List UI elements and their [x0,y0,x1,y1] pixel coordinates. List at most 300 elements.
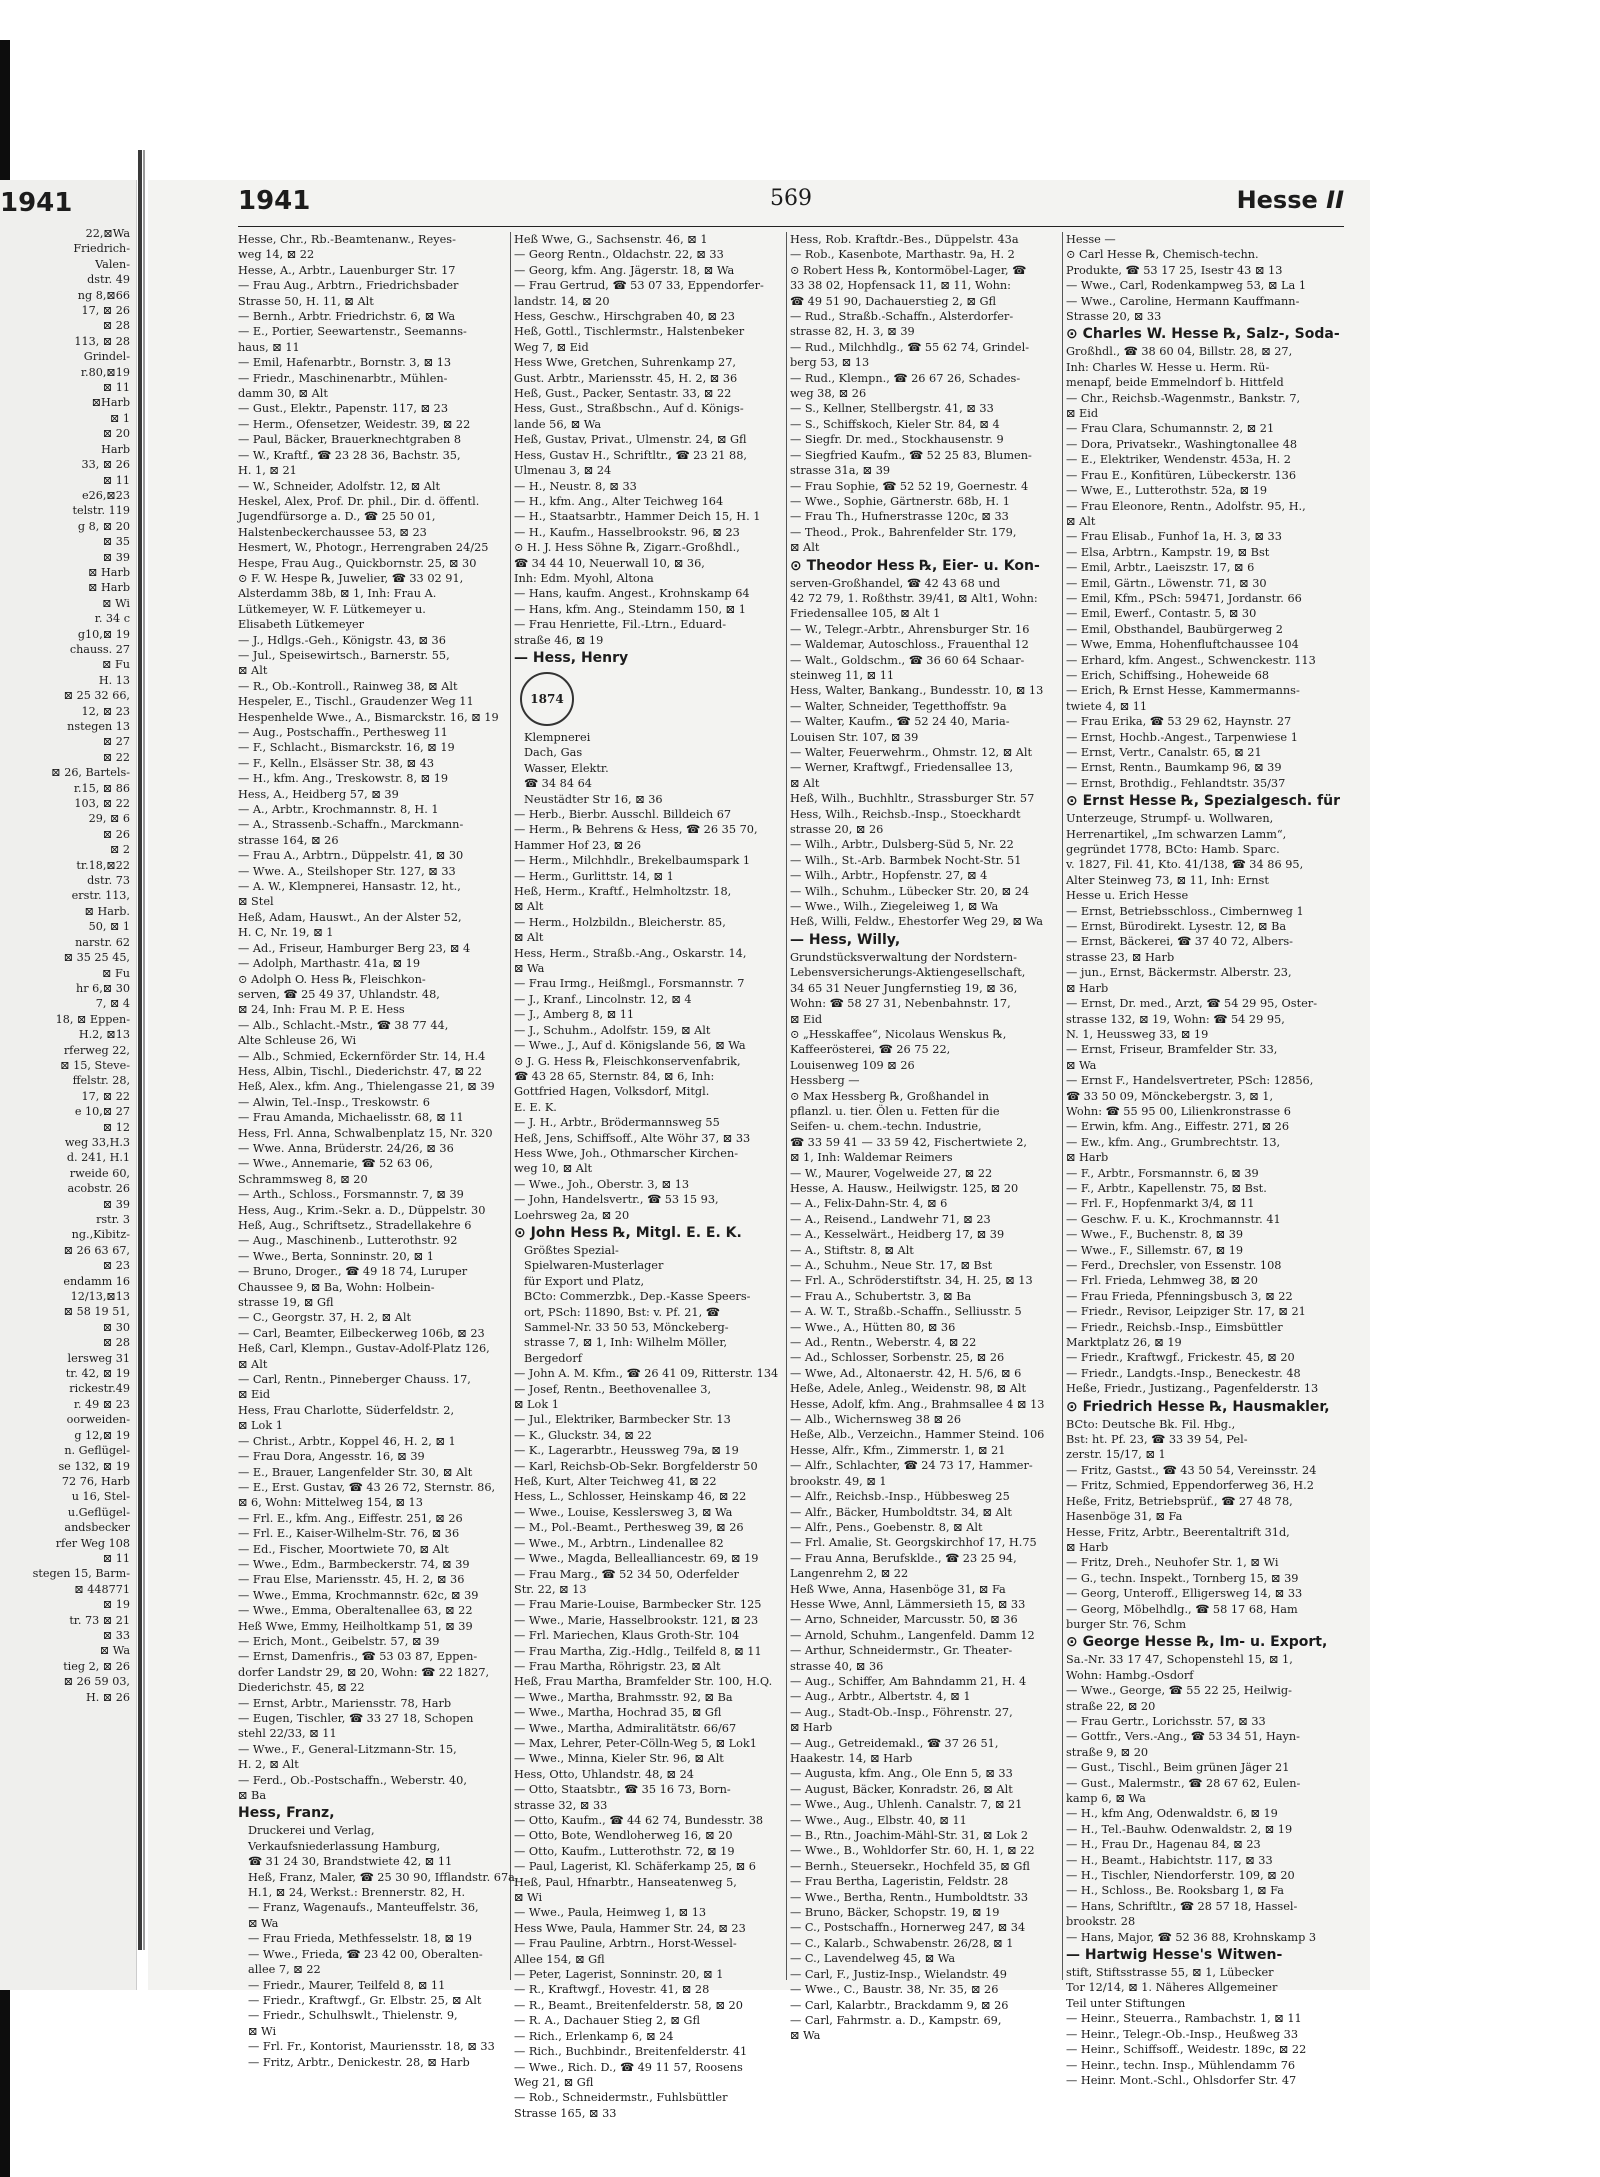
directory-entry-line: Wohn: ☎ 55 95 00, Lilienkronstrasse 6 [1066,1104,1291,1118]
entry-list [790,950,1058,2044]
left-page-fragment-line: 18, ⊠ Eppen- [55,1012,130,1026]
directory-entry-line: — Georg Rentn., Oldachstr. 22, ⊠ 33 [514,248,724,262]
directory-entry-line: — Rob., Kasenbote, Marthastr. 9a, H. 2 [790,248,1015,262]
directory-entry-line: Friedensallee 105, ⊠ Alt 1 [790,607,941,621]
directory-entry-line: weg 38, ⊠ 26 [790,387,867,401]
directory-entry-line: twiete 4, ⊠ 11 [1066,699,1148,713]
directory-entry-line: — Ferd., Drechsler, von Essenstr. 108 [1066,1259,1282,1272]
left-page-fragment-line: telstr. 119 [72,504,130,518]
directory-entry-line: Jugendfürsorge a. D., ☎ 25 50 01, [238,510,436,524]
directory-entry-line: — A., Kesselwärt., Heidberg 17, ⊠ 39 [790,1228,1005,1242]
directory-entry-line: — Frau Eleonore, Rentn., Adolfstr. 95, H., [1066,499,1306,513]
entry-list [1066,811,1334,1396]
directory-entry-line: — Otto, Bote, Wendloherweg 16, ⊠ 20 [514,1829,733,1843]
directory-entry-line: — K., Gluckstr. 34, ⊠ 22 [514,1428,652,1442]
directory-entry-line: — Wwe., Aug., Uhlenh. Canalstr. 7, ⊠ 21 [790,1798,1023,1812]
directory-entry-line: — Walter, Kaufm., ☎ 52 24 40, Maria- [790,715,1010,729]
directory-entry-line: ☎ 49 51 90, Dachauerstieg 2, ⊠ Gfl [790,294,997,308]
directory-entry-line: — Frau Amanda, Michaelisstr. 68, ⊠ 11 [238,1111,464,1125]
directory-entry-line: ⊠ Wi [248,2024,277,2038]
directory-entry-line: — Carl, Fahrmstr. a. D., Kampstr. 69, [790,2013,1002,2027]
directory-entry-line: — A. W. T., Straßb.-Schaffn., Selliusstr. 5 [790,1305,1022,1319]
directory-entry-line: N. 1, Heussweg 33, ⊠ 19 [1066,1027,1209,1041]
left-page-fragment-line: ⊠ Wi [102,596,130,610]
directory-entry-line: — Otto, Kaufm., ☎ 44 62 74, Bundesstr. 38 [514,1814,764,1827]
directory-entry-line: — Wwe., Wilh., Ziegeleiweg 1, ⊠ Wa [790,900,999,914]
directory-entry-line: — Paul, Lagerist, Kl. Schäferkamp 25, ⊠ 6 [514,1860,756,1874]
directory-entry-line: — Wwe., J., Auf d. Königslande 56, ⊠ Wa [514,1039,746,1053]
left-page-fragment-line: Valen- [95,257,130,271]
directory-entry-line: — Aug., Maschinenb., Lutterothstr. 92 [238,1234,458,1248]
directory-entry-line: Druckerei und Verlag, [248,1824,375,1838]
directory-entry-line: — Herm., Holzbildn., Bleicherstr. 85, [514,915,726,929]
directory-entry-line: Hessberg — [790,1074,860,1088]
directory-entry-line: — Wwe, Emma, Hohenfluftchaussee 104 [1066,638,1299,652]
directory-page [148,180,1370,2120]
left-page-fragment-line: r. 49 ⊠ 23 [73,1397,130,1411]
directory-entry-line: Alte Schleuse 26, Wi [238,1034,357,1048]
directory-entry-line: ⊠ Eid [790,1012,823,1026]
directory-entry-line: Alter Steinweg 73, ⊠ 11, Inh: Ernst [1066,873,1269,887]
left-page-fragment-line: chauss. 27 [69,642,130,656]
directory-entry-line: — Hans, Major, ☎ 52 36 88, Krohnskamp 3 [1066,1930,1317,1944]
entry-heading-hess-willy: — Hess, Willy, [790,931,901,948]
directory-entry-line: — Ernst F., Handelsvertreter, PSch: 12856, [1066,1074,1314,1088]
directory-entry-line: Alsterdamm 38b, ⊠ 1, Inh: Frau A. [238,587,437,601]
directory-entry-line: — H., kfm. Ang., Treskowstr. 8, ⊠ 19 [238,772,449,786]
directory-entry-line: — Carl, Rentn., Pinneberger Chauss. 17, [238,1373,471,1387]
entry-list [1066,1965,1334,2088]
directory-entry-line: — Frau Frieda, Pfenningsbusch 3, ⊠ 22 [1066,1289,1293,1303]
directory-entry-line: allee 7, ⊠ 22 [248,1963,321,1977]
directory-entry-line: — Rich., Buchbindr., Breitenfelderstr. 41 [514,2045,748,2059]
directory-entry-line: gegründet 1778, BCto: Hamb. Sparc. [1066,843,1280,857]
left-page-fragment-line: rfer Weg 108 [55,1536,130,1550]
logo-block [514,668,782,730]
directory-entry-line: Herrenartikel, „Im schwarzen Lamm“, [1066,827,1287,841]
directory-entry-line: — Ferd., Ob.-Postschaffn., Weberstr. 40, [238,1773,467,1787]
left-page-fragment-line: ⊠ 25 32 66, [63,689,130,703]
directory-entry-line: ⊠ Harb [1066,1151,1109,1165]
directory-entry-line: BCto: Commerzbk., Dep.-Kasse Speers- [524,1290,751,1304]
directory-entry-line: — Wwe., A., Hütten 80, ⊠ 36 [790,1320,956,1334]
directory-entry-line: steinweg 11, ⊠ 11 [790,668,895,682]
directory-entry-line: strasse 20, ⊠ 26 [790,823,884,837]
directory-entry-line: — Frau Marie-Louise, Barmbecker Str. 125 [514,1598,762,1612]
directory-entry-line: — H., Staatsarbtr., Hammer Deich 15, H. 1 [514,510,761,524]
directory-entry-line: Hess, Albin, Tischl., Diederichstr. 47, ⊠ 22 [238,1064,482,1078]
directory-entry-line: — W., Telegr.-Arbtr., Ahrensburger Str. 16 [790,622,1030,636]
directory-entry-line: — Ernst, Dr. med., Arzt, ☎ 54 29 95, Oster- [1066,997,1318,1011]
directory-entry-line: — Walter, Schneider, Tegetthoffstr. 9a [790,699,1007,713]
directory-entry-line: — Arno, Schneider, Marcusstr. 50, ⊠ 36 [790,1613,1018,1627]
directory-entry-line: — Wilh., Schuhm., Lübecker Str. 20, ⊠ 24 [790,884,1030,898]
directory-columns [238,232,1344,2120]
directory-entry-line: — Gust., Malermstr., ☎ 28 67 62, Eulen- [1066,1776,1301,1790]
directory-entry-line: — Frau Sophie, ☎ 52 52 19, Goernestr. 4 [790,479,1029,493]
directory-entry-line: brookstr. 28 [1066,1915,1136,1929]
directory-entry-line: — Alfr., Schlachter, ☎ 24 73 17, Hammer- [790,1459,1033,1473]
left-page-fragment-line: rweide 60, [69,1166,130,1180]
left-page-fragment-line: narstr. 62 [75,935,130,949]
directory-entry-line: Hess, Herm., Straßb.-Ang., Oskarstr. 14, [514,946,747,960]
directory-entry-line: BCto: Deutsche Bk. Fil. Hbg., [1066,1417,1236,1431]
directory-entry-line: Louisenweg 109 ⊠ 26 [790,1058,915,1072]
directory-entry-line: weg 14, ⊠ 22 [238,248,315,262]
directory-entry-line: — August, Bäcker, Konradstr. 26, ⊠ Alt [790,1782,1013,1796]
header-year: 1941 [238,186,311,216]
directory-entry-line: — Friedr., Landgts.-Insp., Beneckestr. 48 [1066,1366,1301,1380]
directory-entry-line: Diederichstr. 45, ⊠ 22 [238,1681,365,1695]
directory-entry-line: ☎ 31 24 30, Brandstwiete 42, ⊠ 11 [248,1855,453,1869]
directory-entry-line: Heß, Jens, Schiffsoff., Alte Wöhr 37, ⊠ 33 [514,1131,751,1145]
directory-entry-line: — Wwe, Ad., Altonaerstr. 42, H. 5/6, ⊠ 6 [790,1366,1022,1380]
directory-entry-line: Heß Wwe, Anna, Hasenböge 31, ⊠ Fa [790,1582,1006,1596]
directory-entry-line: kamp 6, ⊠ Wa [1066,1792,1146,1805]
directory-entry-line: — W., Kraftf., ☎ 23 28 36, Bachstr. 35, [238,448,461,462]
directory-entry-line: ⊠ Alt [790,776,820,790]
directory-entry-line: — Wwe., F., Buchenstr. 8, ⊠ 39 [1066,1228,1244,1242]
directory-entry-line: Heß, Franz, Maler, ☎ 25 30 90, Ifflandstr. 67a, [248,1870,519,1884]
directory-entry-line: — Wwe., Joh., Oberstr. 3, ⊠ 13 [514,1177,690,1191]
directory-entry-line: zerstr. 15/17, ⊠ 1 [1066,1448,1166,1462]
directory-entry-line: — Friedr., Reichsb.-Insp., Eimsbüttler [1066,1320,1283,1334]
directory-entry-line: — Carl, Kalarbtr., Brackdamm 9, ⊠ 26 [790,1998,1009,2012]
directory-entry-line: — Walter, Feuerwehrm., Ohmstr. 12, ⊠ Alt [790,746,1033,759]
left-page-fragment-line: ⊠ Fu [102,658,130,672]
directory-entry-line: Hess, Gustav H., Schriftltr., ☎ 23 21 88, [514,448,748,462]
left-page-fragment-line: 72 76, Harb [61,1474,130,1488]
left-page-fragment-line: 12, ⊠ 23 [81,704,130,718]
directory-entry-line: — Frau Martha, Zig.-Hdlg., Teilfeld 8, ⊠ 11 [514,1644,762,1658]
book-spine-shadow [143,150,145,1950]
entry-heading-john-hess: ⊙ John Hess ℞, Mitgl. E. E. K. [514,1224,742,1241]
directory-entry-line: — Adolph, Marthastr. 41a, ⊠ 19 [238,957,421,971]
left-page-fragment-line: ng.,Kibitz- [71,1228,130,1242]
directory-entry-line: — Erich, ℞ Ernst Hesse, Kammermanns- [1066,684,1300,698]
directory-entry-line: Teil unter Stiftungen [1066,1996,1186,2010]
directory-entry-line: Loehrsweg 2a, ⊠ 20 [514,1208,630,1222]
directory-entry-line: Produkte, ☎ 53 17 25, Isestr 43 ⊠ 13 [1066,263,1283,277]
directory-entry-line: ⊠ Wi [514,1891,543,1905]
directory-entry-line: — Georg, kfm. Ang. Jägerstr. 18, ⊠ Wa [514,263,735,277]
directory-entry-line: ⊠ Wa [790,2029,821,2043]
left-page-fragment-line: ⊠ 30 [102,1320,130,1334]
directory-entry-line: — Wwe., Rich. D., ☎ 49 11 57, Roosens [514,2060,743,2074]
directory-entry-line: — Emil, Arbtr., Laeiszstr. 17, ⊠ 6 [1066,561,1255,575]
directory-entry-line: — H., Tel.-Bauhw. Odenwaldstr. 2, ⊠ 19 [1066,1822,1293,1836]
directory-entry-line: — Wwe., Minna, Kieler Str. 96, ⊠ Alt [514,1752,724,1766]
entry-heading-ernst-hesse: ⊙ Ernst Hesse ℞, Spezialgesch. für [1066,793,1340,810]
left-page-fragment-line: nstegen 13 [67,720,130,733]
directory-entry-line: — Ad., Schlosser, Sorbenstr. 25, ⊠ 26 [790,1351,1005,1365]
left-page-fragment-line: 50, ⊠ 1 [88,920,130,934]
directory-entry-line: — Wwe., Paula, Heimweg 1, ⊠ 13 [514,1906,707,1920]
directory-entry-line: — Frau Elisab., Funhof 1a, H. 3, ⊠ 33 [1066,530,1282,544]
directory-entry-line: Heß, Aug., Schriftsetz., Stradellakehre 6 [238,1219,472,1232]
directory-entry-line: — Theod., Prok., Bahrenfelder Str. 179, [790,525,1017,539]
directory-entry-line: — Wwe., George, ☎ 55 22 25, Heilwig- [1066,1684,1292,1698]
directory-entry-line: — Wwe., Carl, Rodenkampweg 53, ⊠ La 1 [1066,279,1307,293]
directory-entry-line: — Ad., Rentn., Weberstr. 4, ⊠ 22 [790,1336,977,1350]
directory-entry-line: — C., Postschaffn., Hornerweg 247, ⊠ 34 [790,1921,1026,1935]
directory-entry-line: — Erich, Mont., Geibelstr. 57, ⊠ 39 [238,1634,440,1648]
directory-entry-line: — R., Beamt., Breitenfelderstr. 58, ⊠ 20 [514,1998,743,2012]
directory-entry-line: ☎ 33 50 09, Mönckebergstr. 3, ⊠ 1, [1066,1089,1274,1103]
directory-entry-line: Lütkemeyer, W. F. Lütkemeyer u. [238,602,426,616]
left-page-fragment-line: ⊠ 20 [102,427,130,441]
directory-entry-line: — A., Schuhm., Neue Str. 17, ⊠ Bst [790,1259,993,1272]
directory-entry-line: — S., Schiffskoch, Kieler Str. 84, ⊠ 4 [790,417,1000,431]
directory-entry-line: ⊙ Max Hessberg ℞, Großhandel in [790,1089,989,1103]
directory-entry-line: — F., Schlacht., Bismarckstr. 16, ⊠ 19 [238,741,455,755]
directory-entry-line: — Rud., Milchhdlg., ☎ 55 62 74, Grindel- [790,340,1030,354]
left-page-fragment-line: ⊠ 11 [102,1551,130,1565]
directory-entry-line: — Wwe. Anna, Brüderstr. 24/26, ⊠ 36 [238,1141,454,1155]
directory-entry-line: dorfer Landstr 29, ⊠ 20, Wohn: ☎ 22 1827, [238,1665,490,1679]
left-page-fragment-line: acobstr. 26 [67,1182,130,1196]
directory-entry-line: — Eugen, Tischler, ☎ 33 27 18, Schopen [238,1712,474,1725]
directory-entry-line: — Wilh., Arbtr., Dulsberg-Süd 5, Nr. 22 [790,838,1014,852]
directory-entry-line: — Frau Erika, ☎ 53 29 62, Haynstr. 27 [1066,715,1292,729]
directory-entry-line: — Frau Clara, Schumannstr. 2, ⊠ 21 [1066,422,1275,436]
directory-entry-line: — Erwin, kfm. Ang., Eiffestr. 271, ⊠ 26 [1066,1120,1290,1134]
entry-list [514,1366,782,2121]
left-page-fragment-line: g 8, ⊠ 20 [77,519,130,533]
directory-entry-line: — F., Arbtr., Forsmannstr. 6, ⊠ 39 [1066,1166,1259,1180]
entry-heading-theodor-hess: ⊙ Theodor Hess ℞, Eier- u. Kon- [790,557,1040,574]
entry-list [514,730,782,807]
directory-entry-line: — Ernst, Bürodirekt. Lysestr. 12, ⊠ Ba [1066,920,1287,934]
directory-entry-line: Hess, A., Heidberg 57, ⊠ 39 [238,787,399,801]
entry-list [514,1243,782,1366]
directory-entry-line: Hammer Hof 23, ⊠ 26 [514,838,642,852]
directory-entry-line: Louisen Str. 107, ⊠ 39 [790,730,919,744]
entry-list [514,807,782,1223]
directory-entry-line: straße 9, ⊠ 20 [1066,1745,1149,1759]
directory-entry-line: — Frau Gertrud, ☎ 53 07 33, Eppendorfer- [514,279,764,293]
header-name: Hesse [1236,186,1318,214]
directory-entry-line: Strasse 165, ⊠ 33 [514,2106,617,2120]
directory-entry-line: — Frau A., Schubertstr. 3, ⊠ Ba [790,1289,972,1303]
directory-entry-line: damm 30, ⊠ Alt [238,387,328,401]
directory-entry-line: — Ernst, Arbtr., Mariensstr. 78, Harb [238,1696,452,1710]
page-number: 569 [770,186,812,211]
left-page-fragment [0,180,137,1990]
directory-entry-line: Grundstücksverwaltung der Nordstern- [790,950,1017,964]
left-page-fragment-line: ⊠ 26, Bartels- [51,766,130,780]
directory-entry-line: Seifen- u. chem.-techn. Industrie, [790,1120,982,1134]
directory-entry-line: — E., Erst. Gustav, ☎ 43 26 72, Sternstr. 86, [238,1480,496,1494]
directory-entry-line: — Aug., Arbtr., Albertstr. 4, ⊠ 1 [790,1690,971,1704]
directory-entry-line: Hesse — [1066,233,1116,246]
directory-entry-line: — Wwe., Emma, Oberaltenallee 63, ⊠ 22 [238,1604,473,1618]
directory-entry-line: Sammel-Nr. 33 50 53, Mönckeberg- [524,1321,729,1334]
directory-entry-line: — J., Amberg 8, ⊠ 11 [514,1008,635,1022]
directory-entry-line: — Waldemar, Autoschloss., Frauenthal 12 [790,638,1029,652]
directory-entry-line: — Herb., Bierbr. Ausschl. Billdeich 67 [514,808,732,821]
directory-entry-line: strasse 132, ⊠ 19, Wohn: ☎ 54 29 95, [1066,1012,1285,1026]
directory-entry-line: Hesse u. Erich Hesse [1066,889,1189,903]
directory-entry-line: — A. W., Klempnerei, Hansastr. 12, ht., [238,880,461,894]
directory-entry-line: — S., Kellner, Stellbergstr. 41, ⊠ 33 [790,402,994,416]
directory-entry-line: — Friedr., Maurer, Teilfeld 8, ⊠ 11 [248,1978,446,1992]
directory-entry-line: — J., Schuhm., Adolfstr. 159, ⊠ Alt [514,1023,711,1037]
directory-entry-line: — Frau Martha, Röhrigstr. 23, ⊠ Alt [514,1659,721,1673]
directory-entry-line: — Arth., Schloss., Forsmannstr. 7, ⊠ 39 [238,1188,464,1202]
directory-entry-line: — E., Brauer, Langenfelder Str. 30, ⊠ Alt [238,1465,473,1479]
directory-entry-line: — Georg, Möbelhdlg., ☎ 58 17 68, Ham [1066,1602,1298,1616]
left-page-fragment-line: ⊠ 39 [102,550,130,564]
left-page-fragment-line: ⊠ Harb. [84,904,130,918]
directory-entry-line: — H., kfm. Ang., Alter Teichweg 164 [514,494,724,508]
left-page-fragment-line: ⊠ 23 [102,1259,130,1273]
directory-entry-line: Tor 12/14, ⊠ 1. Näheres Allgemeiner [1066,1981,1278,1995]
directory-entry-line: Chaussee 9, ⊠ Ba, Wohn: Holbein- [238,1280,435,1294]
directory-entry-line: — Frau Henriette, Fil.-Ltrn., Eduard- [514,618,727,632]
directory-entry-line: — Frau Else, Mariensstr. 45, H. 2, ⊠ 36 [238,1573,465,1587]
directory-entry-line: — Peter, Lagerist, Sonninstr. 20, ⊠ 1 [514,1968,724,1982]
entry-list [1066,1652,1334,1945]
left-page-fragment-line: se 132, ⊠ 19 [58,1459,130,1473]
directory-entry-line: ☎ 34 84 64 [524,777,592,791]
directory-entry-line: — Frau Th., Hufnerstrasse 120c, ⊠ 33 [790,510,1009,524]
directory-entry-line: ⊠ Eid [238,1388,271,1402]
directory-entry-line: — Alb., Schlacht.-Mstr., ☎ 38 77 44, [238,1018,449,1032]
directory-entry-line: Hespe, Frau Aug., Quickbornstr. 25, ⊠ 30 [238,556,477,570]
directory-entry-line: — A., Stiftstr. 8, ⊠ Alt [790,1243,914,1257]
directory-entry-line: Hesse Wwe, Annl, Lämmersieth 15, ⊠ 33 [790,1597,1026,1611]
directory-entry-line: — Hans, kfm. Ang., Steindamm 150, ⊠ 1 [514,602,746,616]
directory-entry-line: Heß, Willi, Feldw., Ehestorfer Weg 29, ⊠ Wa [790,915,1043,929]
directory-entry-line: ⊙ Robert Hess ℞, Kontormöbel-Lager, ☎ [790,263,1027,277]
directory-entry-line: — A., Reisend., Landwehr 71, ⊠ 23 [790,1212,991,1226]
directory-entry-line: Inh: Edm. Myohl, Altona [514,571,654,585]
directory-entry-line: — Friedr., Kraftwgf., Frickestr. 45, ⊠ 20 [1066,1351,1295,1365]
directory-entry-line: — Alfr., Pens., Goebenstr. 8, ⊠ Alt [790,1520,983,1534]
directory-entry-line: — Geschw. F. u. K., Krochmannstr. 41 [1066,1212,1281,1226]
left-page-fragment-line: tieg 2, ⊠ 26 [63,1659,130,1673]
entry-list [1066,1417,1334,1633]
directory-entry-line: — Herm., Gurlittstr. 14, ⊠ 1 [514,869,674,883]
directory-entry-line: — Frl. Frieda, Lehmweg 38, ⊠ 20 [1066,1274,1258,1288]
column-2 [514,232,782,2120]
left-page-fragment-line: ng 8,⊠66 [77,288,130,302]
directory-entry-line: haus, ⊠ 11 [238,340,300,354]
directory-entry-line: Hesse, A., Arbtr., Lauenburger Str. 17 [238,263,456,277]
directory-entry-line: — Emil, Ewerf., Contastr. 5, ⊠ 30 [1066,607,1257,621]
directory-entry-line: Heße, Alb., Verzeichn., Hammer Steind. 106 [790,1428,1045,1442]
directory-entry-line: Bergedorf [524,1351,582,1365]
directory-entry-line: — H., Kaufm., Hasselbrookstr. 96, ⊠ 23 [514,525,740,539]
directory-entry-line: — Karl, Reichsb-Ob-Sekr. Borgfelderstr 50 [514,1459,758,1473]
entry-list [790,576,1058,930]
directory-entry-line: ⊠ Ba [238,1789,267,1803]
directory-entry-line: — Max, Lehrer, Peter-Cölln-Weg 5, ⊠ Lok1 [514,1736,757,1750]
left-page-fragment-line: ⊠ 39 [102,1197,130,1211]
directory-entry-line: — Bernh., Arbtr. Friedrichstr. 6, ⊠ Wa [238,310,456,324]
left-page-fragment-line: ⊠ 15, Steve- [60,1058,130,1072]
directory-entry-line: — H., Schloss., Be. Rooksbarg 1, ⊠ Fa [1066,1884,1284,1898]
left-page-fragment-line: ⊠ 19 [102,1598,130,1612]
directory-entry-line: — C., Kalarb., Schwabenstr. 26/28, ⊠ 1 [790,1936,1014,1950]
directory-entry-line: — Bernh., Steuersekr., Hochfeld 35, ⊠ Gfl [790,1859,1030,1873]
directory-entry-line: — Fritz, Arbtr., Denickestr. 28, ⊠ Harb [248,2055,470,2069]
left-page-fragment-line: ⊠ 2 [109,843,130,857]
entry-heading-george-hesse: ⊙ George Hesse ℞, Im- u. Export, [1066,1634,1328,1651]
entry-list [514,232,782,648]
directory-entry-line: 33 38 02, Hopfensack 11, ⊠ 11, Wohn: [790,279,1011,293]
directory-entry-line: Langenrehm 2, ⊠ 22 [790,1567,909,1581]
directory-entry-line: Heß, Kurt, Alter Teichweg 41, ⊠ 22 [514,1475,717,1489]
directory-entry-line: straße 46, ⊠ 19 [514,633,604,647]
directory-entry-line: Heß, Alex., kfm. Ang., Thielengasse 21, ⊠ 39 [238,1080,495,1094]
directory-entry-line: — Alfr., Reichsb.-Insp., Hübbesweg 25 [790,1490,1010,1504]
directory-entry-line: Heße, Fritz, Betriebsprüf., ☎ 27 48 78, [1066,1494,1293,1508]
directory-entry-line: — Georg, Unteroff., Elligersweg 14, ⊠ 33 [1066,1587,1303,1601]
directory-entry-line: — Frl. Fr., Kontorist, Mauriensstr. 18, ⊠ 33 [248,2040,495,2054]
directory-entry-line: — Wwe., Caroline, Hermann Kauffmann- [1066,294,1300,308]
directory-entry-line: Hess, Rob. Kraftdr.-Bes., Düppelstr. 43a [790,233,1019,246]
header-rule [238,226,1344,227]
directory-entry-line: ⊙ „Hesskaffee“, Nicolaus Wenskus ℞, [790,1027,1007,1041]
directory-entry-line: stehl 22/33, ⊠ 11 [238,1727,337,1741]
henry-hess-logo: 1874 [520,672,574,726]
directory-entry-line: — Aug., Postschaffn., Perthesweg 11 [238,726,448,739]
directory-entry-line: Bst: ht. Pf. 23, ☎ 33 39 54, Pel- [1066,1433,1248,1447]
left-page-fragment-line: 22,⊠Wa [85,227,130,240]
directory-entry-line: Hess, Walter, Bankang., Bundesstr. 10, ⊠ 13 [790,684,1044,698]
directory-entry-line: Hess, Gust., Straßbschn., Auf d. Königs- [514,402,744,416]
left-page-fragment-line: n. Geflügel- [64,1444,130,1458]
left-page-fragment-line: ⊠ 11 [102,473,130,487]
directory-entry-line: ⊙ Carl Hesse ℞, Chemisch-techn. [1066,248,1259,262]
directory-entry-line: ⊠ Wa [248,1916,279,1930]
directory-entry-line: — Elsa, Arbtrn., Kampstr. 19, ⊠ Bst [1066,545,1270,559]
directory-entry-line: — Wwe., C., Baustr. 38, Nr. 35, ⊠ 26 [790,1983,999,1997]
directory-entry-line: Heß, Paul, Hfnarbtr., Hanseatenweg 5, [514,1875,737,1889]
entry-list [1066,344,1334,791]
directory-entry-line: — J., Kranf., Lincolnstr. 12, ⊠ 4 [514,992,692,1006]
directory-entry-line: Hess, Frau Charlotte, Süderfeldstr. 2, [238,1403,455,1417]
directory-entry-line: Hesse, Fritz, Arbtr., Beerentaltrift 31d, [1066,1525,1290,1539]
left-page-fragment-line: tr.18,⊠22 [76,858,130,872]
directory-entry-line: — R. A., Dachauer Stieg 2, ⊠ Gfl [514,2014,700,2028]
entry-list [1066,232,1334,324]
directory-entry-line: — Emil, Obsthandel, Baubürgerweg 2 [1066,622,1283,636]
directory-entry-line: Heß Wwe, Emmy, Heilholtkamp 51, ⊠ 39 [238,1619,473,1633]
directory-entry-line: — Heinr., Schiffsoff., Weidestr. 189c, ⊠ 22 [1066,2043,1307,2057]
directory-entry-line: — Wwe., M., Arbtrn., Lindenallee 82 [514,1536,724,1550]
directory-entry-line: ⊙ J. G. Hess ℞, Fleischkonservenfabrik, [514,1054,741,1068]
directory-entry-line: berg 53, ⊠ 13 [790,356,870,370]
directory-entry-line: — Hans, Schriftltr., ☎ 28 57 18, Hassel- [1066,1899,1298,1913]
left-page-fragment-line: 29, ⊠ 6 [88,812,130,826]
directory-entry-line: strasse 7, ⊠ 1, Inh: Wilhelm Möller, [524,1336,728,1350]
left-page-fragment-line: g10,⊠ 19 [77,627,130,641]
directory-entry-line: — Wwe., Martha, Hochrad 35, ⊠ Gfl [514,1706,722,1720]
directory-entry-line: strasse 23, ⊠ Harb [1066,950,1175,964]
left-page-fragment-line: ⊠ Wa [99,1644,130,1658]
directory-entry-line: Heß, Gustav, Privat., Ulmenstr. 24, ⊠ Gfl [514,433,747,447]
left-page-fragment-line: ⊠ 11 [102,381,130,395]
directory-entry-line: — Frau A., Arbtrn., Düppelstr. 41, ⊠ 30 [238,849,464,863]
header-volume: II [1326,186,1344,214]
directory-entry-line: Haakestr. 14, ⊠ Harb [790,1752,913,1765]
directory-entry-line: Hess, L., Schlosser, Heinskamp 46, ⊠ 22 [514,1490,747,1504]
left-page-fragment-line: dstr. 49 [87,273,130,287]
directory-entry-line: Heße, Friedr., Justizang., Pagenfelderstr. 13 [1066,1382,1319,1396]
